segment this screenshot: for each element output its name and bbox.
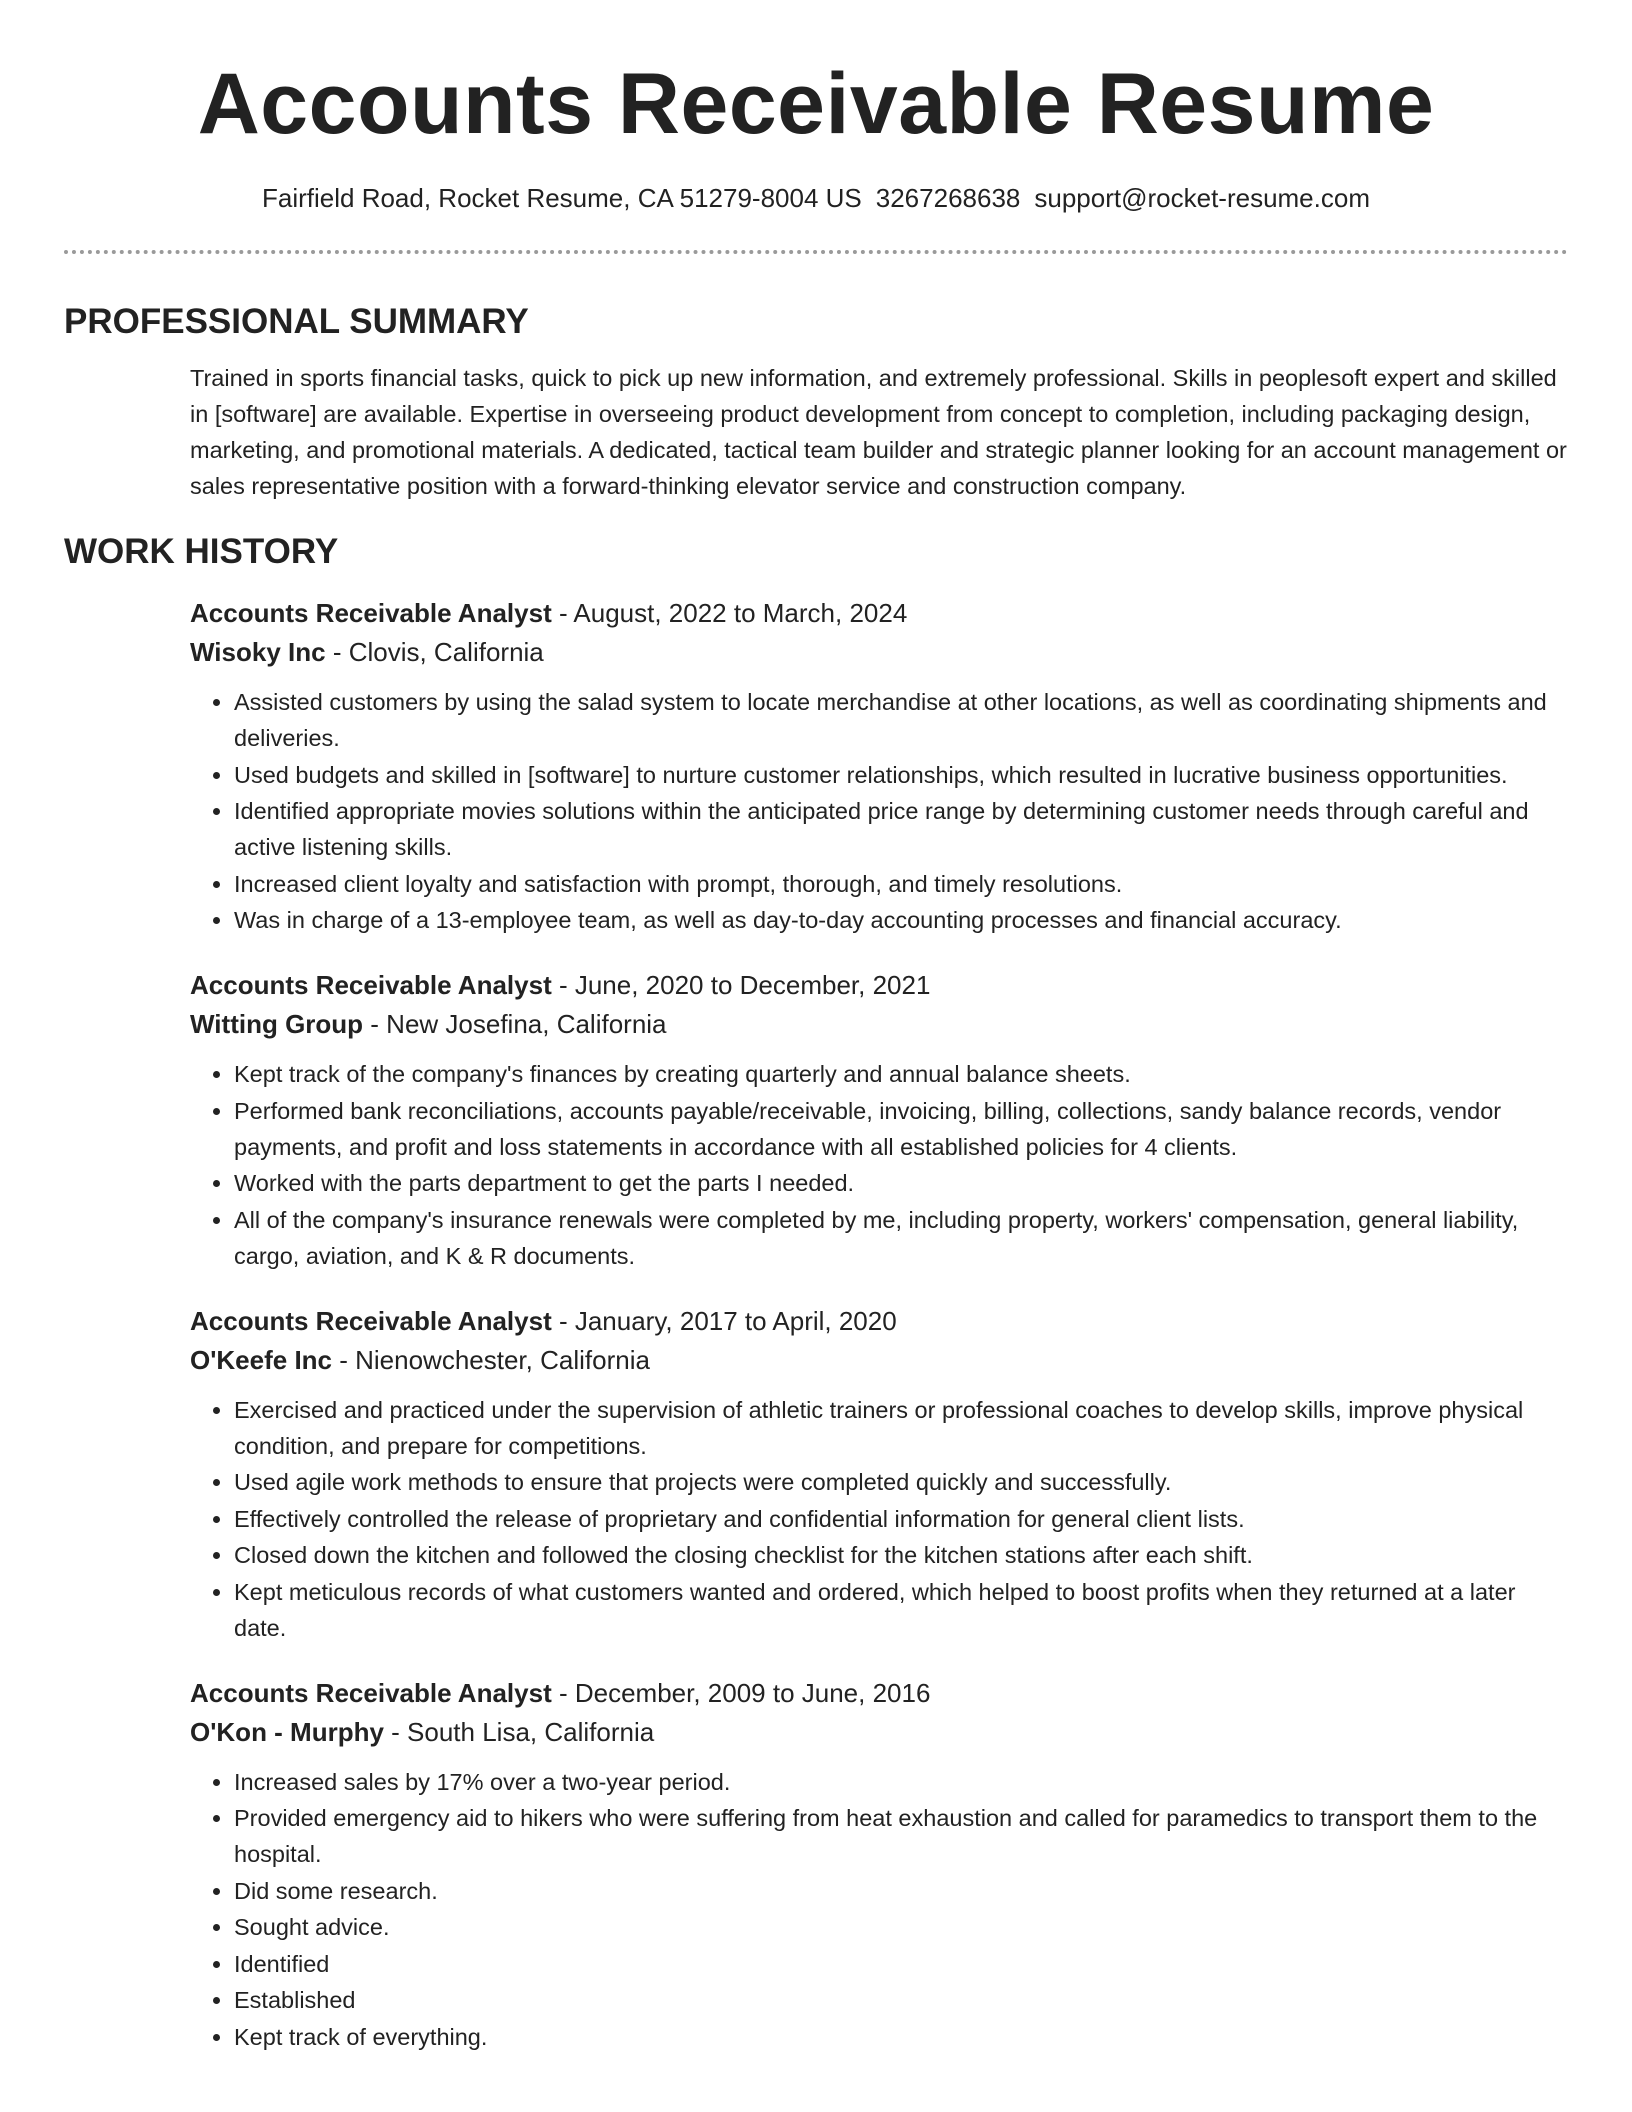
job-company-line: [190, 633, 1568, 672]
list-item: • Identified appropriate movies solutions within the anticipated price range by determining customer needs through careful and active listening skills.: [234, 793, 1568, 865]
job-title-line: [190, 594, 1568, 633]
contact-address: Fairfield Road, Rocket Resume, CA 51279-8004 US: [262, 183, 862, 213]
list-item: • Kept track of the company's finances by creating quarterly and annual balance sheets.: [234, 1056, 1568, 1092]
list-item: • Worked with the parts department to get the parts I needed.: [234, 1165, 1568, 1201]
list-item: • Closed down the kitchen and followed the closing checklist for the kitchen stations after each shift.: [234, 1537, 1568, 1573]
job-company-line: [190, 1005, 1568, 1044]
job-entry: [190, 966, 1568, 1274]
resume-page: [64, 0, 1568, 2083]
job-title: Accounts Receivable Analyst: [190, 598, 552, 628]
job-company: O'Kon - Murphy: [190, 1716, 384, 1747]
job-location: - Clovis, California: [325, 637, 544, 667]
list-item: • Sought advice.: [234, 1909, 1568, 1945]
job-entry: [190, 594, 1568, 938]
job-company: Witting Group: [190, 1009, 364, 1039]
job-entry: [190, 1674, 1568, 2055]
list-item: • Assisted customers by using the salad system to locate merchandise at other locations, as well as coordinating shipments and deliveries.: [234, 684, 1568, 756]
job-bullets: [190, 1392, 1568, 1646]
list-item: • Exercised and practiced under the supervision of athletic trainers or professional coaches to develop skills, improve physical condition, and prepare for competitions.: [234, 1392, 1568, 1464]
list-item: • Established: [234, 1982, 1568, 2018]
list-item: • Used budgets and skilled in [software] to nurture customer relationships, which resulted in lucrative business opportunities.: [234, 757, 1568, 793]
list-item: • Increased client loyalty and satisfaction with prompt, thorough, and timely resolutions.: [234, 866, 1568, 902]
list-item: • Identified: [234, 1946, 1568, 1982]
job-bullets: [190, 1764, 1568, 2055]
contact-phone: 3267268638: [875, 183, 1021, 213]
summary-heading: PROFESSIONAL SUMMARY: [64, 302, 529, 341]
job-company-line: [190, 1341, 1568, 1380]
work-history-heading: WORK HISTORY: [64, 532, 339, 571]
job-title: Accounts Receivable Analyst: [190, 1305, 552, 1336]
job-company: Wisoky Inc: [190, 637, 326, 667]
contact-email: support@rocket-resume.com: [1034, 183, 1370, 213]
job-dates: - December, 2009 to June, 2016: [551, 1677, 931, 1708]
contact-line: [64, 180, 1568, 216]
job-entry: [190, 1302, 1568, 1646]
list-item: • Did some research.: [234, 1873, 1568, 1909]
job-title-line: [190, 966, 1568, 1005]
job-dates: - August, 2022 to March, 2024: [551, 598, 908, 628]
resume-title: Accounts Receivable Resume: [197, 56, 1435, 152]
list-item: • Increased sales by 17% over a two-year period.: [234, 1764, 1568, 1800]
job-company: O'Keefe Inc: [190, 1344, 333, 1375]
job-dates: - June, 2020 to December, 2021: [551, 970, 931, 1000]
job-bullets: [190, 684, 1568, 938]
list-item: • Was in charge of a 13-employee team, as well as day-to-day accounting processes and financial accuracy.: [234, 902, 1568, 938]
job-location: - Nienowchester, California: [332, 1344, 650, 1375]
job-title-line: [190, 1674, 1568, 1713]
list-item: • Provided emergency aid to hikers who were suffering from heat exhaustion and called for paramedics to transport them to the hospital.: [234, 1800, 1568, 1872]
header-divider: [64, 250, 1568, 254]
list-item: • Kept track of everything.: [234, 2019, 1568, 2055]
job-bullets: [190, 1056, 1568, 1274]
job-title-line: [190, 1302, 1568, 1341]
list-item: • All of the company's insurance renewals were completed by me, including property, workers' compensation, general liability, cargo, aviation, and K & R documents.: [234, 1202, 1568, 1274]
list-item: • Used agile work methods to ensure that projects were completed quickly and successfully.: [234, 1464, 1568, 1500]
job-title: Accounts Receivable Analyst: [190, 1677, 552, 1708]
job-location: - South Lisa, California: [383, 1716, 655, 1747]
job-title: Accounts Receivable Analyst: [190, 970, 552, 1000]
job-company-line: [190, 1713, 1568, 1752]
work-history-list: [190, 594, 1568, 2055]
list-item: • Performed bank reconciliations, accounts payable/receivable, invoicing, billing, collections, sandy balance records, vendor payments, and profit and loss statements in accordance with all established policies for 4 clients.: [234, 1093, 1568, 1165]
job-dates: - January, 2017 to April, 2020: [551, 1305, 897, 1336]
list-item: • Kept meticulous records of what customers wanted and ordered, which helped to boost profits when they returned at a later date.: [234, 1574, 1568, 1646]
summary-text: Trained in sports financial tasks, quick to pick up new information, and extremely professional. Skills in peoplesoft expert and skilled in [software] are available. Expertise in overseeing product development from concept to completion, including packaging design, marketing, and promotional materials. A dedicated, tactical team builder and strategic planner looking for an account management or sales representative position with a forward-thinking elevator service and construction company.: [190, 365, 1567, 499]
list-item: • Effectively controlled the release of proprietary and confidential information for general client lists.: [234, 1501, 1568, 1537]
job-location: - New Josefina, California: [363, 1009, 667, 1039]
